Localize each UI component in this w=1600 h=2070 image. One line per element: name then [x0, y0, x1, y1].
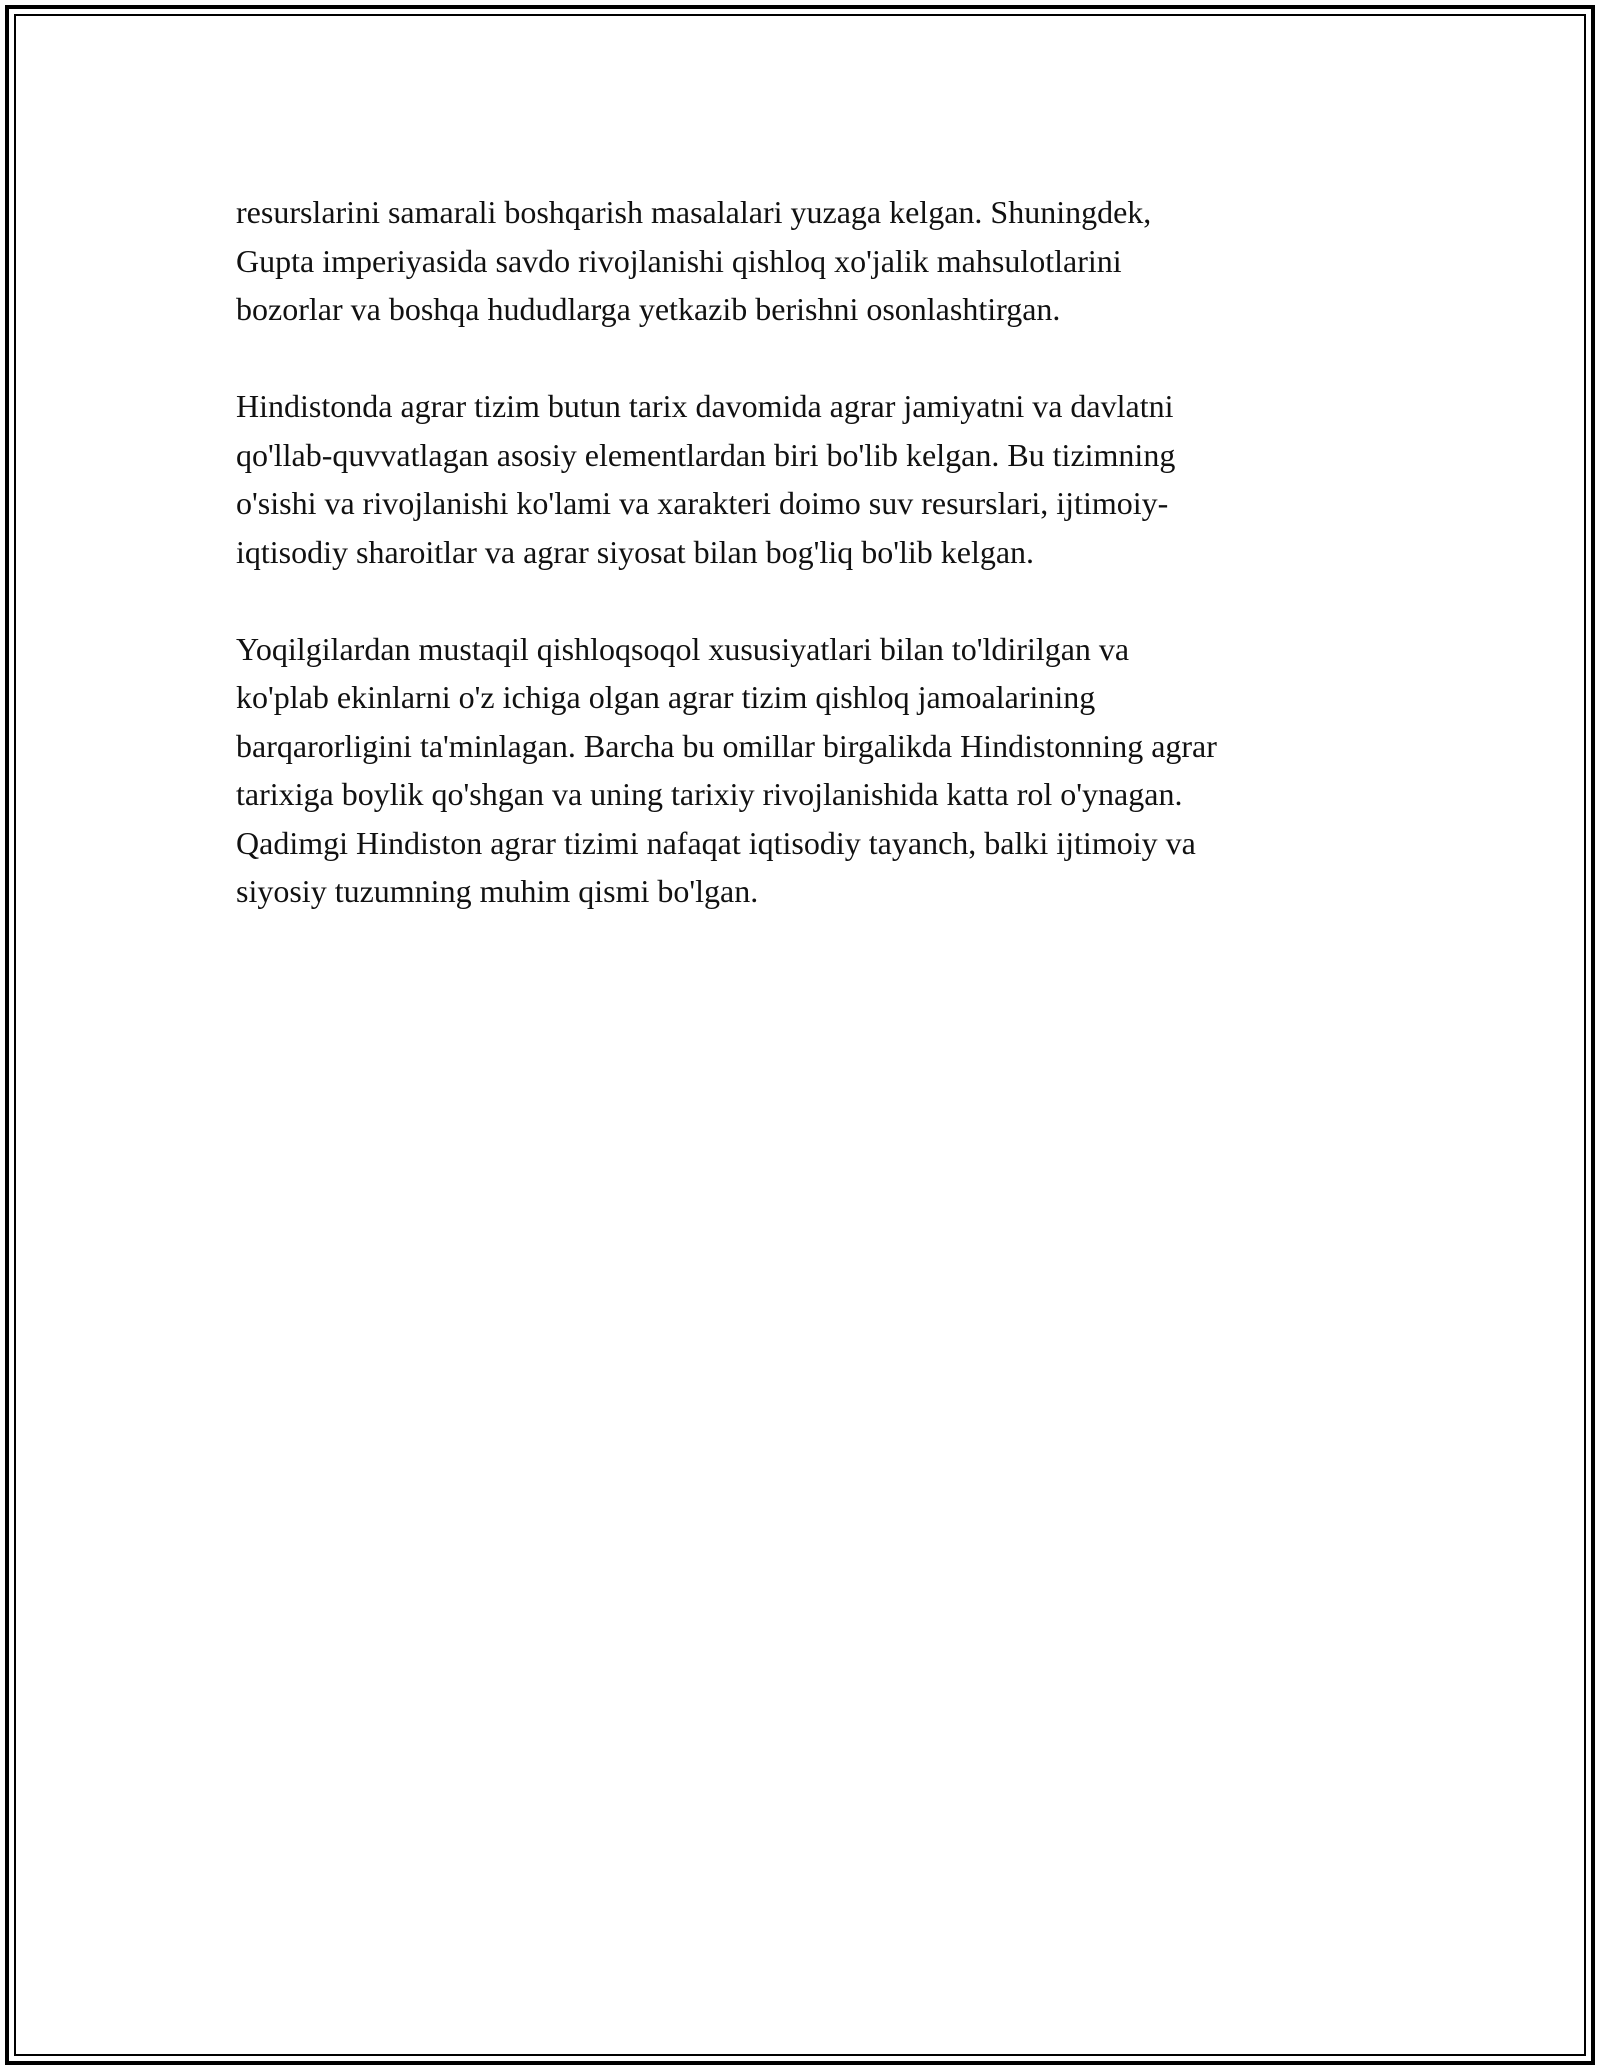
text-line: siyosiy tuzumning muhim qismi bo'lgan.	[236, 873, 759, 909]
text-line: ko'plab ekinlarni o'z ichiga olgan agrar tizim qishloq jamoalarining	[236, 679, 1096, 715]
text-line: Yoqilgilardan mustaqil qishloqsoqol xususiyatlari bilan to'ldirilgan va	[236, 630, 1130, 667]
text-line: tarixiga boylik qo'shgan va uning tarixiy rivojlanishida katta rol o'ynagan.	[236, 776, 1183, 812]
text-line: Qadimgi Hindiston agrar tizimi nafaqat iqtisodiy tayanch, balki ijtimoiy va	[236, 824, 1196, 861]
text-line: qo'llab-quvvatlagan asosiy elementlardan biri bo'lib kelgan. Bu tizimning	[236, 436, 1176, 473]
text-line: Hindistonda agrar tizim butun tarix davomida agrar jamiyatni va davlatni	[236, 388, 1174, 424]
paragraph-1	[236, 188, 1376, 334]
document-body	[236, 188, 1376, 964]
text-line: iqtisodiy sharoitlar va agrar siyosat bilan bog'liq bo'lib kelgan.	[236, 533, 1035, 570]
text-line: barqarorligini ta'minlagan. Barcha bu omillar birgalikda Hindistonning agrar	[236, 727, 1217, 764]
text-line: Gupta imperiyasida savdo rivojlanishi qishloq xo'jalik mahsulotlarini	[236, 242, 1122, 279]
paragraph-3	[236, 625, 1376, 916]
text-line: bozorlar va boshqa hududlarga yetkazib berishni osonlashtirgan.	[236, 291, 1061, 327]
text-line: resurslarini samarali boshqarish masalalari yuzaga kelgan. Shuningdek,	[236, 194, 1152, 230]
text-line: o'sishi va rivojlanishi ko'lami va xarakteri doimo suv resurslari, ijtimoiy-	[236, 485, 1169, 521]
paragraph-2	[236, 382, 1376, 576]
